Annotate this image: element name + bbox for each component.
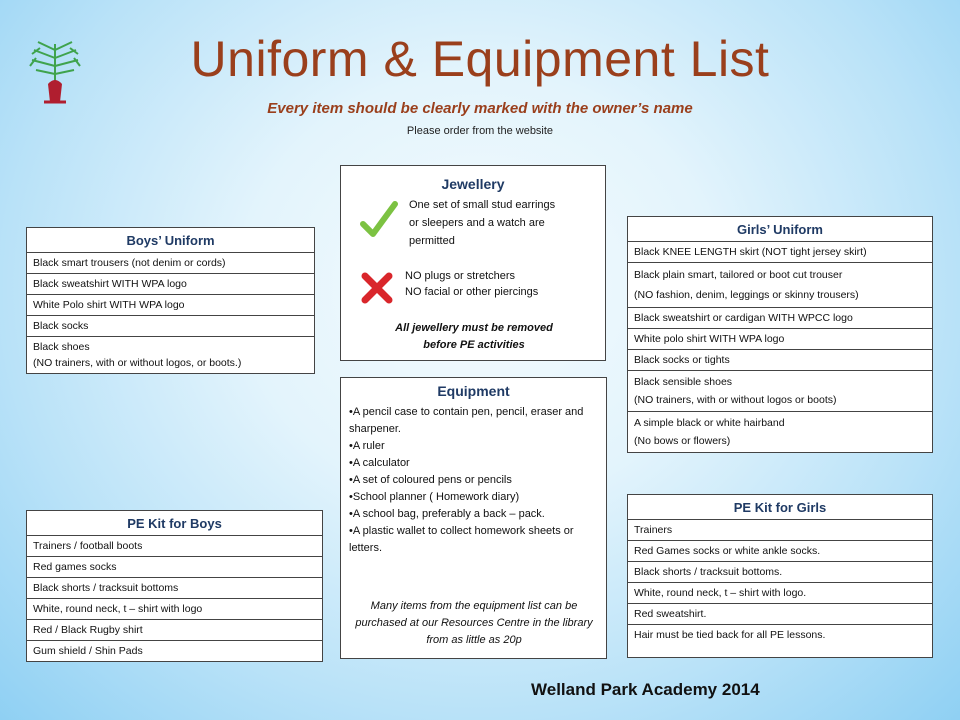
pe-kit-boys-title: PE Kit for Boys bbox=[127, 516, 222, 531]
footer-text: Welland Park Academy 2014 bbox=[531, 680, 760, 699]
jewellery-allowed-line: One set of small stud earrings bbox=[409, 199, 556, 211]
list-item-line: (No bows or flowers) bbox=[634, 435, 731, 447]
list-item-line: A simple black or white hairband bbox=[634, 417, 785, 429]
equipment-title: Equipment bbox=[437, 383, 510, 399]
list-item: White Polo shirt WITH WPA logo bbox=[27, 295, 314, 316]
list-item: • A plastic wallet to collect homework sheets or letters. bbox=[349, 523, 599, 557]
list-item: Red sweatshirt. bbox=[628, 604, 932, 625]
jewellery-allowed-line: or sleepers and a watch are bbox=[409, 217, 545, 229]
jewellery-banned-line: NO plugs or stretchers bbox=[405, 270, 516, 282]
cross-icon bbox=[359, 270, 395, 306]
jewellery-rule-line: before PE activities bbox=[423, 339, 525, 351]
boys-uniform-panel bbox=[26, 227, 315, 374]
list-item-line: Black plain smart, tailored or boot cut trouser bbox=[634, 269, 843, 281]
jewellery-allowed-line: permitted bbox=[409, 235, 455, 247]
list-item: White, round neck, t – shirt with logo bbox=[27, 599, 322, 620]
list-item bbox=[27, 337, 314, 374]
list-item: • A set of coloured pens or pencils bbox=[349, 472, 599, 489]
list-item bbox=[628, 263, 932, 308]
list-item: Red games socks bbox=[27, 557, 322, 578]
pe-kit-girls-panel bbox=[627, 494, 933, 658]
list-item: • A ruler bbox=[349, 438, 599, 455]
list-item: Black KNEE LENGTH skirt (NOT tight jersey skirt) bbox=[628, 242, 932, 263]
jewellery-panel bbox=[340, 165, 606, 361]
list-item: Hair must be tied back for all PE lessons. bbox=[628, 625, 932, 658]
list-item: Red Games socks or white ankle socks. bbox=[628, 541, 932, 562]
list-item: Red / Black Rugby shirt bbox=[27, 620, 322, 641]
list-item: Trainers bbox=[628, 520, 932, 541]
pe-kit-girls-title: PE Kit for Girls bbox=[733, 500, 827, 515]
list-item: • School planner ( Homework diary) bbox=[349, 489, 599, 506]
girls-uniform-title: Girls’ Uniform bbox=[737, 222, 823, 237]
list-item: Trainers / football boots bbox=[27, 536, 322, 557]
jewellery-rule bbox=[351, 320, 597, 354]
list-item: • A calculator bbox=[349, 455, 599, 472]
jewellery-rule-line: All jewellery must be removed bbox=[395, 322, 553, 334]
list-item: Black smart trousers (not denim or cords) bbox=[27, 253, 314, 274]
list-item: Black sweatshirt or cardigan WITH WPCC logo bbox=[628, 308, 932, 329]
jewellery-allowed bbox=[409, 196, 599, 250]
equipment-note: Many items from the equipment list can be purchased at our Resources Centre in the library from as little as 20p bbox=[355, 600, 593, 646]
list-item: • A pencil case to contain pen, pencil, eraser and sharpener. bbox=[349, 404, 599, 438]
list-item-line: Black sensible shoes bbox=[634, 376, 733, 388]
page-subtitle: Every item should be clearly marked with the owner’s name bbox=[267, 100, 693, 117]
order-note: Please order from the website bbox=[406, 125, 554, 137]
list-item: Black shorts / tracksuit bottoms. bbox=[628, 562, 932, 583]
pe-kit-boys-panel bbox=[26, 510, 323, 662]
list-item: Black socks bbox=[27, 316, 314, 337]
boys-uniform-title: Boys’ Uniform bbox=[126, 233, 215, 248]
jewellery-title: Jewellery bbox=[441, 176, 505, 192]
page-title: Uniform & Equipment List bbox=[190, 31, 770, 87]
list-item bbox=[628, 412, 932, 453]
list-item-line: (NO trainers, with or without logos, or boots.) bbox=[33, 357, 242, 369]
list-item: Black socks or tights bbox=[628, 350, 932, 371]
list-item-line: (NO trainers, with or without logos or boots) bbox=[634, 394, 837, 406]
list-item bbox=[628, 371, 932, 412]
jewellery-banned bbox=[405, 268, 595, 300]
check-icon bbox=[359, 200, 399, 240]
list-item-line: Black shoes bbox=[33, 341, 90, 353]
girls-uniform-panel bbox=[627, 216, 933, 453]
equipment-list bbox=[349, 404, 599, 557]
jewellery-banned-line: NO facial or other piercings bbox=[405, 286, 539, 298]
equipment-panel bbox=[340, 377, 607, 659]
list-item: Gum shield / Shin Pads bbox=[27, 641, 322, 662]
list-item: • A school bag, preferably a back – pack. bbox=[349, 506, 599, 523]
list-item: Black shorts / tracksuit bottoms bbox=[27, 578, 322, 599]
list-item-line: (NO fashion, denim, leggings or skinny trousers) bbox=[634, 289, 859, 301]
list-item: White polo shirt WITH WPA logo bbox=[628, 329, 932, 350]
list-item: Black sweatshirt WITH WPA logo bbox=[27, 274, 314, 295]
list-item: White, round neck, t – shirt with logo. bbox=[628, 583, 932, 604]
